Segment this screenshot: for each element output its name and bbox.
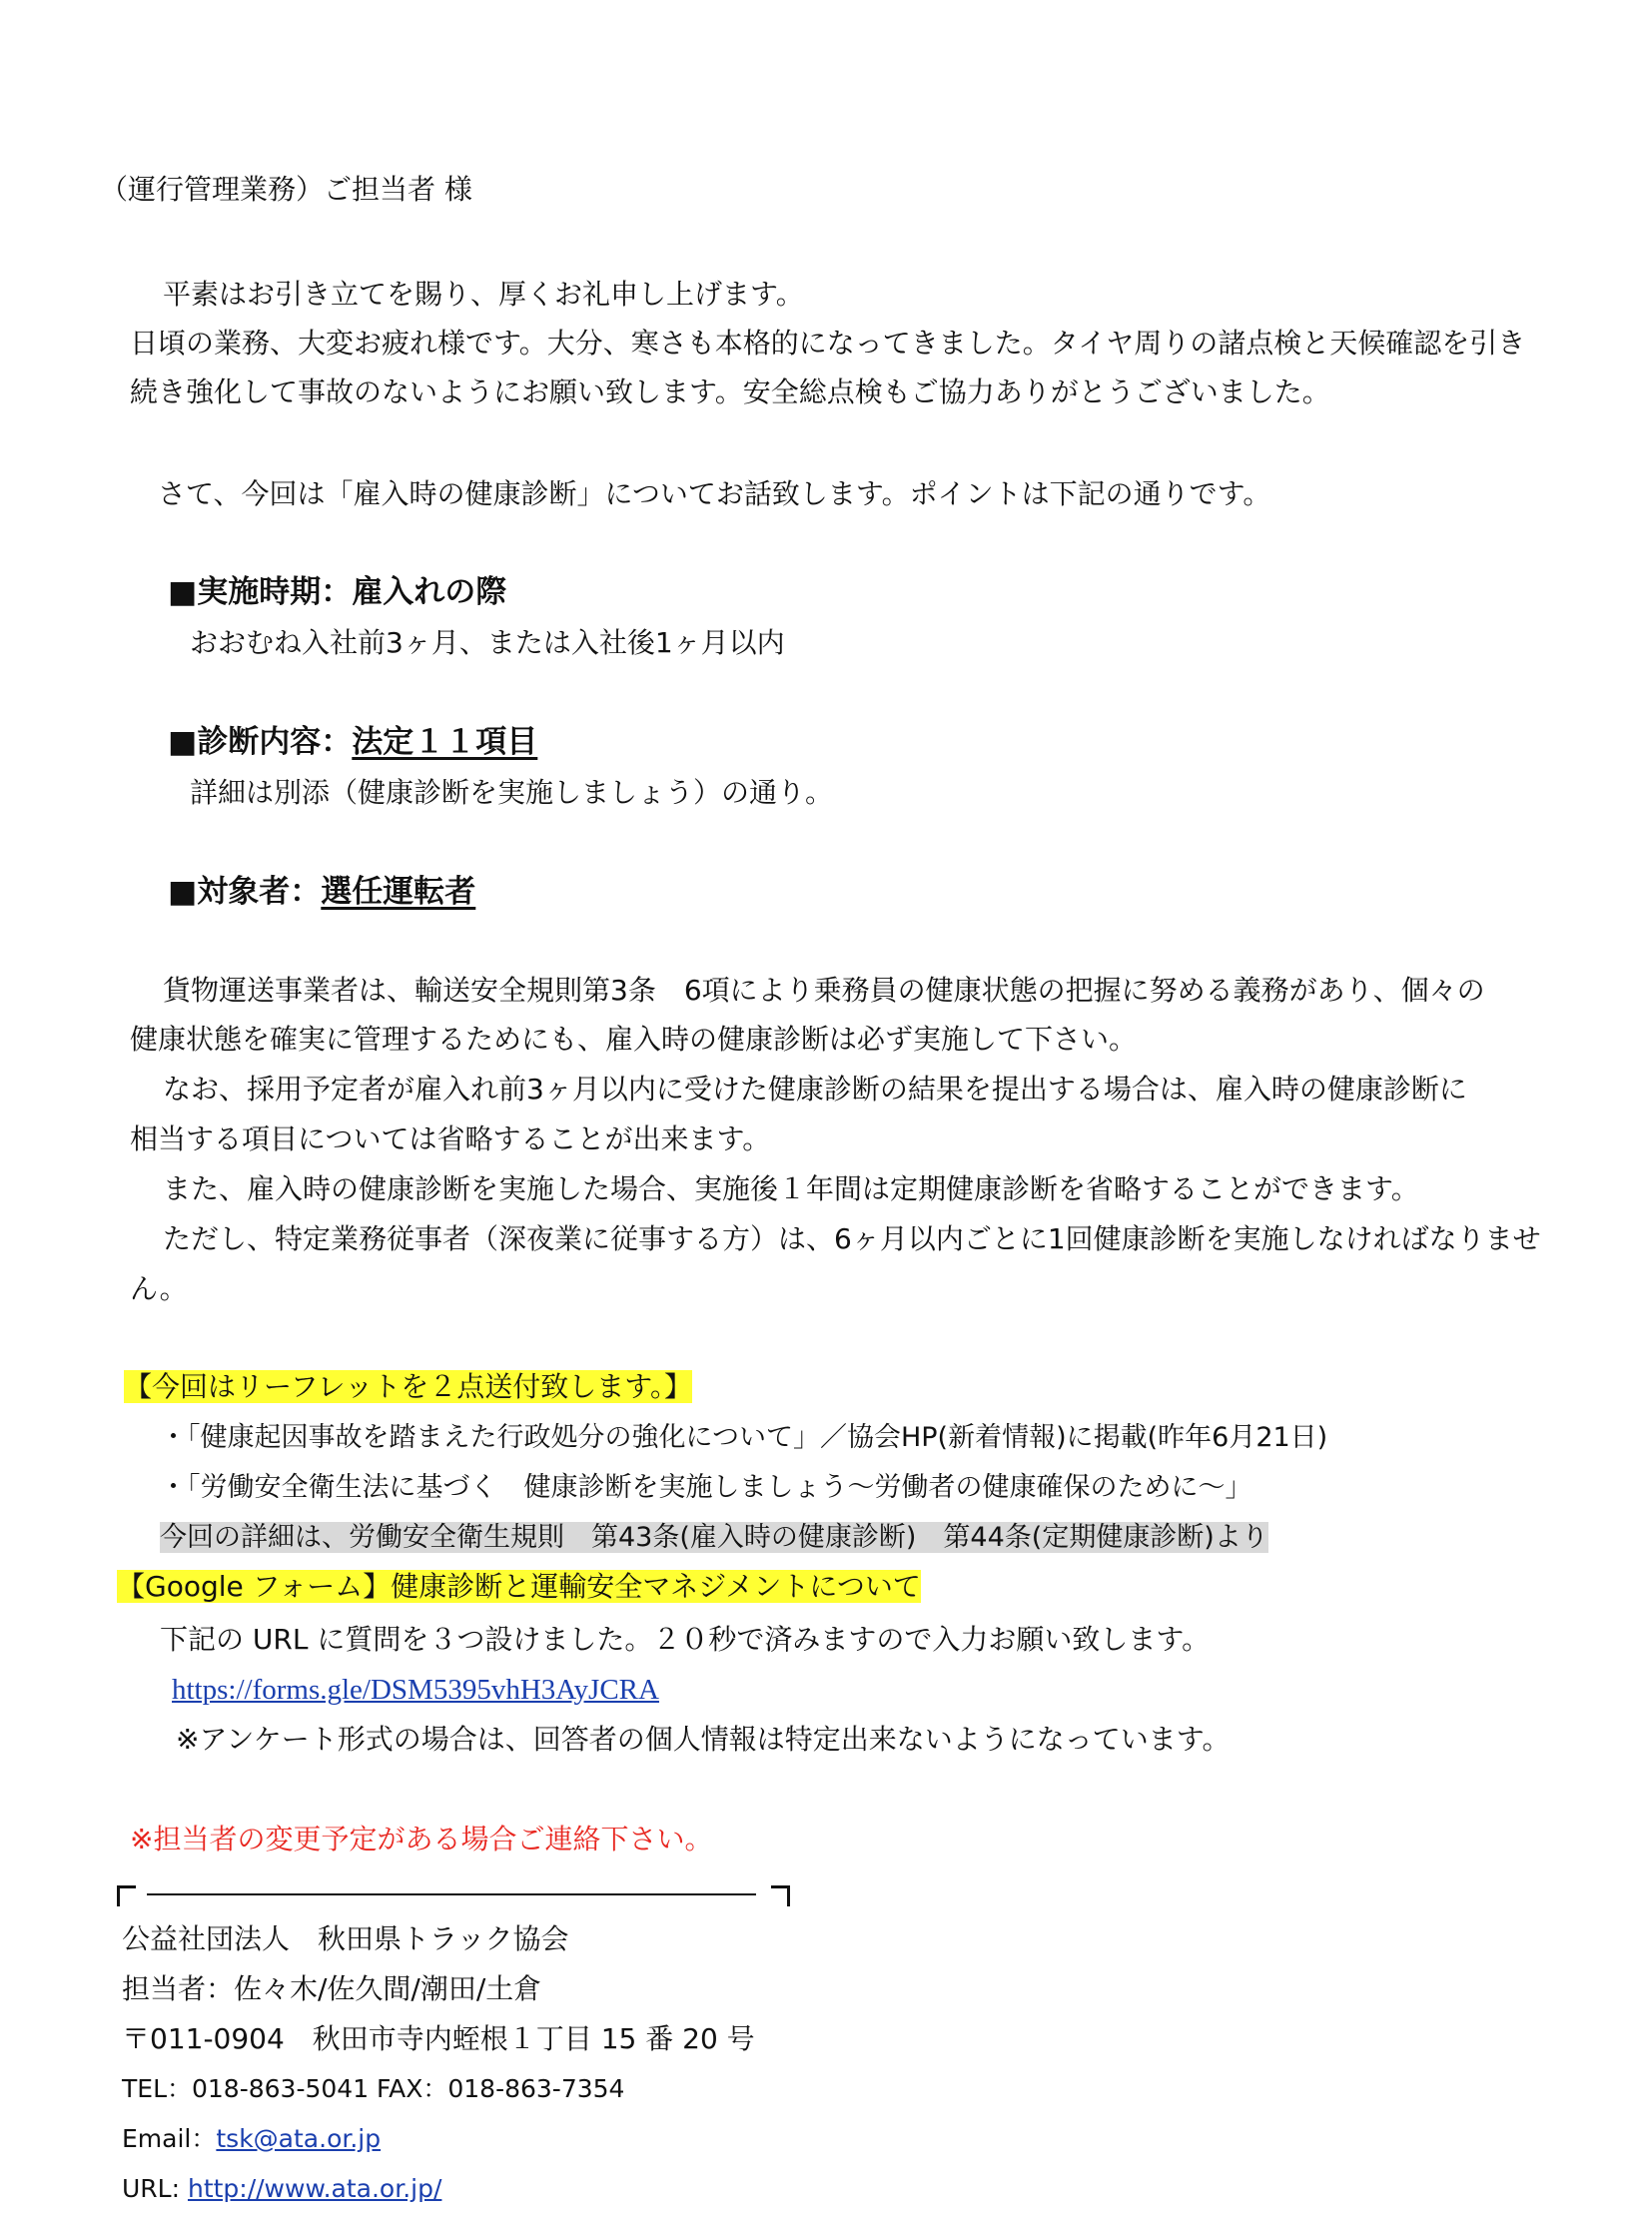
salutation: （運行管理業務）ご担当者 様 — [100, 173, 472, 206]
leaflet-heading — [124, 1370, 692, 1404]
contact-url-label: URL: — [122, 2174, 188, 2203]
frame-corner-right — [771, 1885, 790, 1906]
google-form-note: ※アンケート形式の場合は、回答者の個人情報は特定出来ないようになっています。 — [176, 1723, 1231, 1756]
frame-corner-left — [117, 1885, 136, 1906]
contact-address: 〒011-0904 秋田市寺内蛭根１丁目 15 番 20 号 — [122, 2022, 755, 2055]
contact-staff: 担当者：佐々木/佐久間/潮田/土倉 — [122, 1972, 542, 2005]
body-line-6: ただし、特定業務従事者（深夜業に従事する方）は、6ヶ月以内ごとに1回健康診断を実施しなければなりませ — [163, 1222, 1541, 1255]
google-form-url-row — [172, 1673, 659, 1708]
point-content-label: ■診断内容： — [168, 724, 353, 760]
google-form-link[interactable]: https://forms.gle/DSM5395vhH3AyJCRA — [172, 1674, 659, 1706]
leaflet-heading-text: 【今回はリーフレットを２点送付致します。】 — [124, 1370, 692, 1403]
body-line-2: 健康状態を確実に管理するためにも、雇入時の健康診断は必ず実施して下さい。 — [130, 1023, 1138, 1056]
leaflet-item-2: ・「労働安全衛生法に基づく 健康診断を実施しましょう～労働者の健康確保のために～」 — [160, 1472, 1252, 1503]
leaflet-item-1: ・「健康起因事故を踏まえた行政処分の強化について」／協会HP(新着情報)に掲載(昨年6月21日) — [160, 1422, 1328, 1453]
point-timing-detail: おおむね入社前3ヶ月、または入社後1ヶ月以内 — [190, 626, 785, 659]
greeting-line-2: 日頃の業務、大変お疲れ様です。大分、寒さも本格的になってきました。タイヤ周りの諸点検と天候確認を引き — [130, 327, 1526, 360]
contact-email-link[interactable]: tsk@ata.or.jp — [216, 2124, 382, 2153]
body-line-7: ん。 — [130, 1272, 188, 1305]
frame-top-line — [147, 1893, 756, 1895]
body-line-4: 相当する項目については省略することが出来ます。 — [130, 1122, 771, 1155]
greeting-line-1: 平素はお引き立てを賜り、厚くお礼申し上げます。 — [163, 278, 804, 311]
contact-email-label: Email： — [122, 2124, 217, 2153]
contact-url-link[interactable]: http://www.ata.or.jp/ — [187, 2174, 442, 2203]
greeting-line-3: 続き強化して事故のないようにお願い致します。安全総点検もご協力ありがとうございました。 — [130, 375, 1330, 408]
point-content-value: 法定１１項目 — [352, 724, 538, 760]
google-form-heading — [117, 1570, 921, 1604]
point-timing — [168, 574, 506, 611]
body-line-5: また、雇入時の健康診断を実施した場合、実施後１年間は定期健康診断を省略することができます。 — [163, 1172, 1419, 1205]
point-timing-value: 雇入れの際 — [352, 574, 507, 610]
point-timing-label: ■実施時期： — [168, 574, 353, 610]
point-content — [168, 724, 537, 761]
contact-org: 公益社団法人 秋田県トラック協会 — [122, 1922, 569, 1955]
intro: さて、今回は「雇入時の健康診断」についてお話致します。ポイントは下記の通りです。 — [158, 477, 1271, 510]
contact-change-notice: ※担当者の変更予定がある場合ご連絡下さい。 — [130, 1823, 713, 1856]
point-target-label: ■対象者： — [168, 874, 322, 910]
google-form-heading-text: 【Google フォーム】健康診断と運輸安全マネジメントについて — [117, 1570, 921, 1603]
google-form-line-1: 下記の URL に質問を３つ設けました。２０秒で済みますので入力お願い致します。 — [160, 1623, 1211, 1656]
body-line-3: なお、採用予定者が雇入れ前3ヶ月以内に受けた健康診断の結果を提出する場合は、雇入時の健康診断に — [163, 1073, 1467, 1106]
contact-tel-fax: TEL：018-863-5041 FAX：018-863-7354 — [122, 2074, 625, 2103]
contact-email-row — [122, 2124, 381, 2154]
leaflet-detail — [160, 1522, 1268, 1554]
contact-url-row — [122, 2174, 441, 2204]
point-content-detail: 詳細は別添（健康診断を実施しましょう）の通り。 — [190, 776, 834, 809]
leaflet-detail-text: 今回の詳細は、労働安全衛生規則 第43条(雇入時の健康診断) 第44条(定期健康診断)より — [160, 1522, 1268, 1553]
point-target-value: 選任運転者 — [321, 874, 476, 910]
point-target — [168, 874, 475, 911]
body-line-1: 貨物運送事業者は、輸送安全規則第3条 6項により乗務員の健康状態の把握に努める義務があり、個々の — [163, 974, 1485, 1007]
